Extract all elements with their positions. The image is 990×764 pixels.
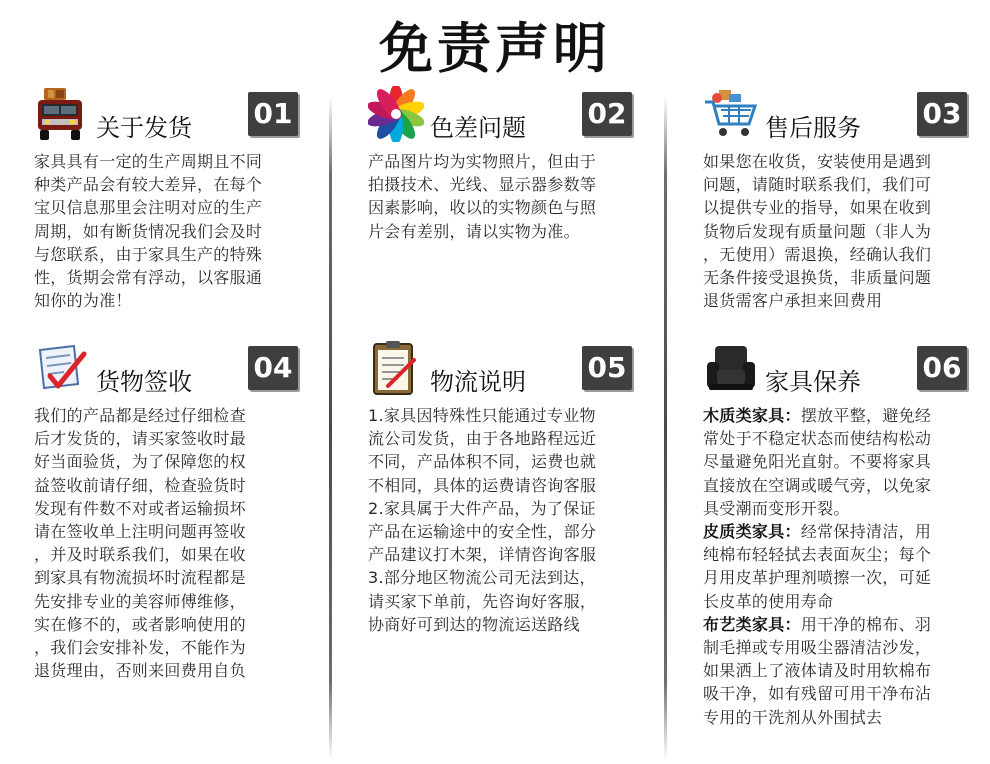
- body-line: ，无使用）需退换，经确认我们: [703, 244, 932, 264]
- section-after-sales: [703, 86, 983, 312]
- section-furniture-care: [703, 340, 983, 729]
- body-line: 拍摄技术、光线、显示器参数等: [368, 175, 597, 195]
- body-line: 月用皮革护理剂喷擦一次，可延: [703, 568, 932, 588]
- body-line: 片会有差别，请以实物为准。: [368, 221, 580, 241]
- section-title: 色差问题: [430, 114, 526, 142]
- color-wheel-icon: [368, 86, 420, 142]
- body-line: 具受潮而变形开裂。: [703, 498, 850, 518]
- armchair-icon: [703, 340, 755, 396]
- shopping-cart-icon: [703, 86, 755, 142]
- body-line: 尽量避免阳光直射。不要将家具: [703, 452, 932, 472]
- section-shipping: [34, 86, 314, 312]
- body-line: 种类产品会有较大差异，在每个: [34, 175, 263, 195]
- section-number-badge: 05: [582, 346, 632, 390]
- care-keyword: 木质类家具：: [703, 406, 801, 425]
- body-line: 宝贝信息那里会注明对应的生产: [34, 198, 263, 218]
- section-body: [34, 150, 314, 312]
- care-keyword: 皮质类家具：: [703, 522, 801, 542]
- body-line: 请在签收单上注明问题再签收: [34, 522, 246, 542]
- body-line: 制毛掸或专用吸尘器清洁沙发，: [703, 638, 932, 658]
- body-line: 请买家下单前，先咨询好客服，: [368, 591, 597, 611]
- truck-icon: [34, 86, 86, 142]
- body-line: 长皮革的使用寿命: [703, 591, 834, 611]
- section-number-badge: 03: [917, 92, 967, 136]
- body-line: ，并及时联系我们，如果在收: [34, 545, 246, 565]
- section-number-badge: 06: [917, 346, 967, 390]
- body-line: 专用的干洗剂从外围拭去: [703, 707, 883, 727]
- section-header: [34, 340, 314, 402]
- clipboard-icon: [368, 340, 420, 396]
- body-line: 好当面验货，为了保障您的权: [34, 452, 246, 472]
- body-line: 如果洒上了液体请及时用软棉布: [703, 661, 932, 681]
- body-line: 流公司发货，由于各地路程远近: [368, 429, 597, 449]
- body-line: 知你的为准！: [34, 291, 132, 311]
- body-line: [703, 404, 983, 427]
- body-line: 产品图片均为实物照片，但由于: [368, 152, 597, 171]
- section-color-difference: [368, 86, 648, 243]
- body-line: 不相同，具体的运费请咨询客服: [368, 475, 597, 495]
- body-line: 到家具有物流损坏时流程都是: [34, 568, 246, 588]
- section-title: 货物签收: [96, 368, 192, 396]
- care-text: 用干净的棉布、羽: [800, 614, 932, 634]
- section-body: [703, 150, 983, 312]
- body-line: 货物后发现有质量问题（非人为: [703, 221, 932, 241]
- body-line: 不同，产品体积不同，运费也就: [368, 452, 597, 472]
- body-line: 退货理由，否则来回费用自负: [34, 661, 246, 681]
- body-line: 如果您在收货，安装使用是遇到: [703, 152, 932, 171]
- body-line: 后才发货的，请买家签收时最: [34, 429, 246, 449]
- body-line: 纯棉布轻轻拭去表面灰尘；每个: [703, 545, 932, 565]
- body-line: 产品建议打木架，详情咨询客服: [368, 545, 597, 565]
- body-line: 家具具有一定的生产周期且不同: [34, 152, 263, 171]
- body-line: 直接放在空调或暖气旁，以免家: [703, 475, 932, 495]
- body-line: 先安排专业的美容师傅维修，: [34, 591, 246, 611]
- section-header: [368, 340, 648, 402]
- section-header: [703, 340, 983, 402]
- page-title: 免责声明: [379, 17, 611, 80]
- body-line: 益签收前请仔细，检查验货时: [34, 475, 246, 495]
- section-header: [703, 86, 983, 148]
- section-number-badge: 01: [248, 92, 298, 136]
- section-number-badge: 04: [248, 346, 298, 390]
- section-title: 售后服务: [765, 114, 861, 142]
- body-line: 周期，如有断货情况我们会及时: [34, 221, 263, 241]
- care-keyword: 布艺类家具：: [703, 614, 801, 634]
- body-line: 协商好可到达的物流运送路线: [368, 614, 580, 634]
- section-title: 家具保养: [765, 368, 861, 396]
- body-line: 产品在运输途中的安全性，部分: [368, 522, 597, 542]
- body-line: 吸干净，如有残留可用干净布沾: [703, 684, 932, 704]
- section-body: [703, 404, 983, 729]
- body-line: 发现有件数不对或者运输损坏: [34, 498, 246, 518]
- body-line: 性，货期会常有浮动，以客服通: [34, 268, 263, 288]
- body-line: 2.家具属于大件产品，为了保证: [368, 498, 596, 518]
- column-divider: [329, 96, 332, 760]
- body-line: 问题，请随时联系我们，我们可: [703, 175, 932, 195]
- section-header: [368, 86, 648, 148]
- section-title: 关于发货: [96, 114, 192, 142]
- body-line: 无条件接受退换货，非质量问题: [703, 268, 932, 288]
- body-line: [703, 520, 983, 543]
- body-line: ，我们会安排补发，不能作为: [34, 638, 246, 658]
- body-line: 常处于不稳定状态而使结构松动: [703, 429, 932, 449]
- body-line: 退货需客户承担来回费用: [703, 291, 883, 311]
- section-body: [34, 404, 314, 682]
- body-line: 我们的产品都是经过仔细检查: [34, 406, 246, 425]
- section-header: [34, 86, 314, 148]
- body-line: 实在修不的，或者影响使用的: [34, 614, 246, 634]
- checklist-icon: [34, 340, 86, 396]
- care-text: 摆放平整，避免经: [800, 406, 932, 425]
- section-receipt: [34, 340, 314, 682]
- care-text: 经常保持清洁，用: [800, 522, 932, 542]
- section-body: [368, 150, 648, 243]
- column-divider: [664, 96, 667, 760]
- body-line: 因素影响，收以的实物颜色与照: [368, 198, 597, 218]
- section-logistics: [368, 340, 648, 636]
- body-line: 以提供专业的指导，如果在收到: [703, 198, 932, 218]
- body-line: 与您联系，由于家具生产的特殊: [34, 244, 263, 264]
- section-number-badge: 02: [582, 92, 632, 136]
- body-line: 1.家具因特殊性只能通过专业物: [368, 406, 596, 425]
- section-body: [368, 404, 648, 636]
- body-line: 3.部分地区物流公司无法到达，: [368, 568, 596, 588]
- body-line: [703, 613, 983, 636]
- section-title: 物流说明: [430, 368, 526, 396]
